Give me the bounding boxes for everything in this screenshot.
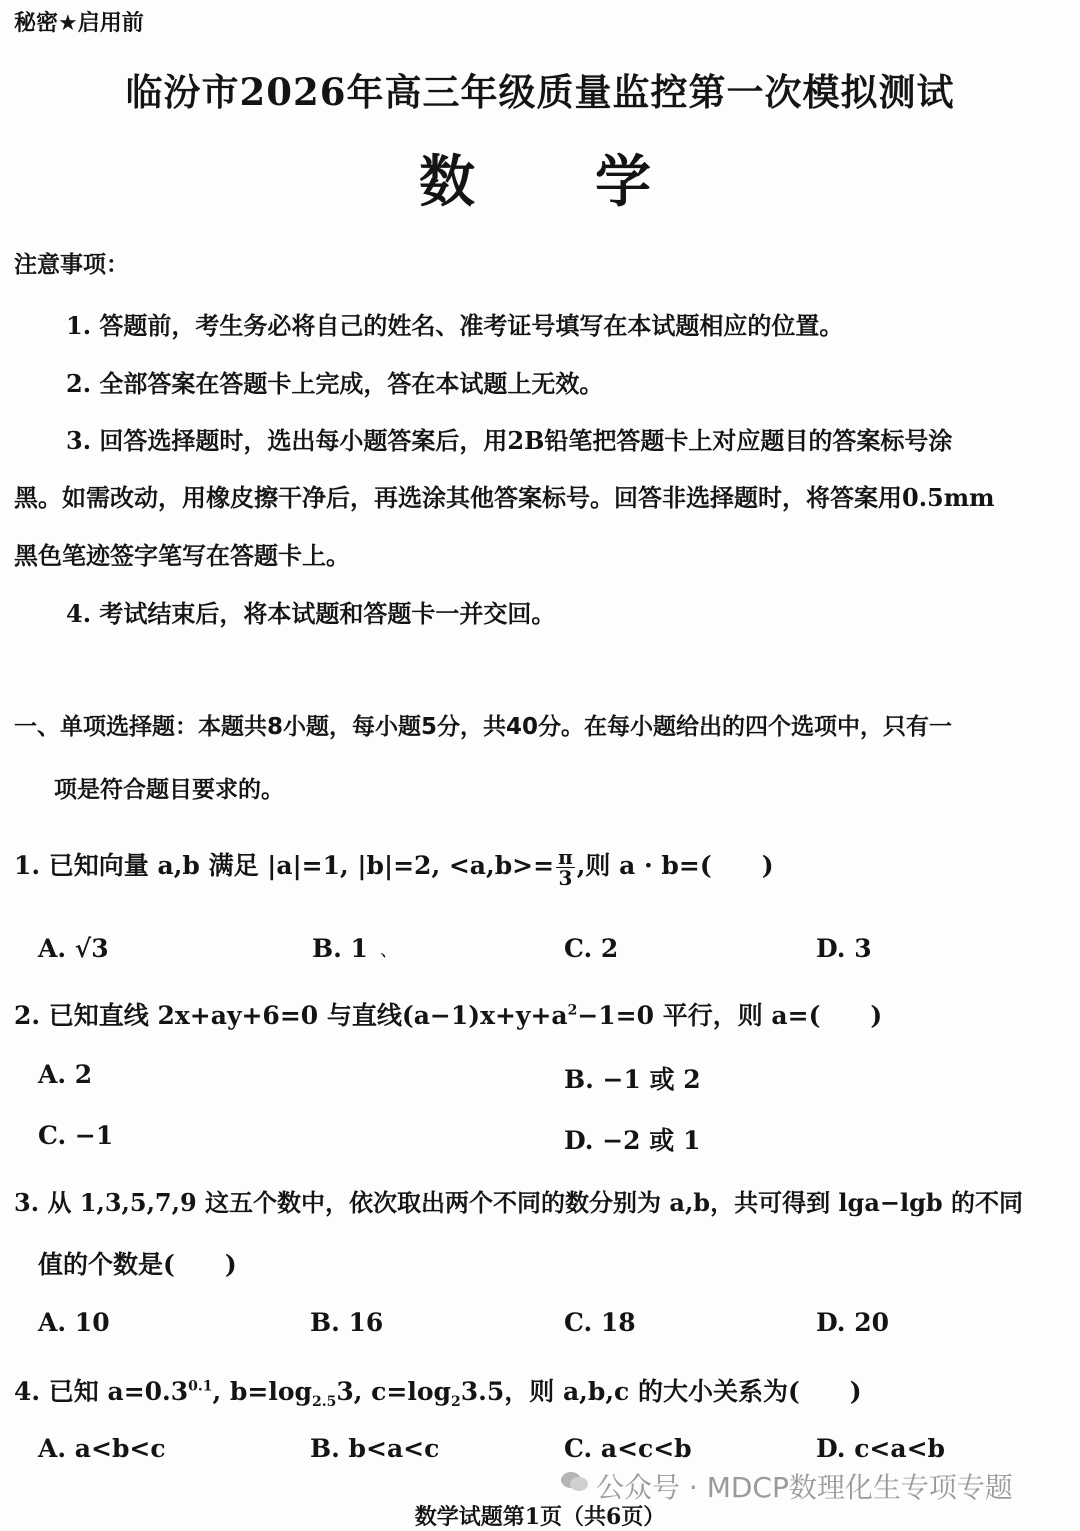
q3-option-d: D. 20 [816, 1308, 889, 1337]
q1-stem-a: 1. 已知向量 a,b 满足 |a|=1, |b|=2, <a,b>= [14, 851, 555, 880]
watermark-text: 公众号 · MDCP数理化生专项专题 [596, 1471, 1013, 1504]
question-1-stem [14, 846, 774, 888]
notice-item-3: 3. 回答选择题时，选出每小题答案后，用2B铅笔把答题卡上对应题目的答案标号涂 [66, 426, 953, 455]
q1-frac-den: 3 [558, 866, 573, 890]
q3-option-c: C. 18 [564, 1308, 636, 1337]
section-heading-cont: 项是符合题目要求的。 [54, 777, 284, 803]
secret-mark: 秘密★启用前 [14, 11, 144, 36]
q2-option-c: C. −1 [38, 1121, 114, 1150]
question-3-stem: 3. 从 1,3,5,7,9 这五个数中，依次取出两个不同的数分别为 a,b，共可得到 lga−lgb 的不同 [14, 1188, 1024, 1217]
notice-item-4: 4. 考试结束后，将本试题和答题卡一并交回。 [66, 599, 556, 628]
q2-stem-b: −1=0 平行，则 a=( ) [577, 1001, 883, 1030]
q2-option-d: D. −2 或 1 [564, 1126, 701, 1155]
q1-option-d: D. 3 [816, 934, 872, 963]
question-3-stem-cont: 值的个数是( ) [38, 1250, 237, 1279]
q4-option-d: D. c<a<b [816, 1434, 945, 1463]
q4-option-c: C. a<c<b [564, 1434, 692, 1463]
q4-option-a: A. a<b<c [38, 1434, 166, 1463]
q1-stem-b: ,则 a · b=( ) [576, 851, 774, 880]
page-footer: 数学试题第1页（共6页） [414, 1504, 666, 1530]
notice-item-2: 2. 全部答案在答题卡上完成，答在本试题上无效。 [66, 369, 604, 398]
q4-log-base-2: 2 [451, 1394, 461, 1410]
question-2-stem [14, 996, 882, 1032]
notice-item-3-cont: 黑。如需改动，用橡皮擦干净后，再选涂其他答案标号。回答非选择题时，将答案用0.5mm [14, 483, 995, 512]
q4-log-base-1: 2.5 [312, 1394, 337, 1410]
q1-frac-num: π [558, 845, 573, 869]
question-4-stem [14, 1372, 862, 1410]
q2-superscript: 2 [567, 1002, 578, 1019]
q4-part-3: 3, c=log [336, 1377, 451, 1406]
notice-item-3-cont2: 黑色笔迹签字笔写在答题卡上。 [14, 541, 350, 570]
q3-option-b: B. 16 [310, 1308, 384, 1337]
q1-option-c: C. 2 [564, 934, 619, 963]
q2-option-b: B. −1 或 2 [564, 1065, 701, 1094]
wechat-icon [560, 1470, 590, 1494]
q4-option-b: B. b<a<c [310, 1434, 440, 1463]
exam-title: 临汾市2026年高三年级质量监控第一次模拟测试 [125, 70, 955, 114]
q1-stray-mark: 、 [380, 940, 398, 961]
notice-item-1: 1. 答题前，考生务必将自己的姓名、准考证号填写在本试题相应的位置。 [66, 311, 844, 340]
q4-part-2: , b=log [212, 1377, 313, 1406]
q2-option-a: A. 2 [38, 1060, 93, 1089]
q1-fraction [556, 847, 575, 888]
q1-option-b: B. 1 [312, 934, 368, 963]
section-heading: 一、单项选择题：本题共8小题，每小题5分，共40分。在每小题给出的四个选项中，只有一 [14, 714, 953, 740]
q1-option-a: A. √3 [38, 934, 109, 963]
q4-exponent: 0.1 [188, 1378, 213, 1395]
notice-heading: 注意事项： [14, 252, 129, 278]
q2-stem-a: 2. 已知直线 2x+ay+6=0 与直线(a−1)x+y+a [14, 1001, 568, 1030]
q4-part-1: 4. 已知 a=0.3 [14, 1377, 189, 1406]
subject-title: 数学 [419, 149, 771, 215]
q4-part-4: 3.5，则 a,b,c 的大小关系为( ) [460, 1377, 862, 1406]
q3-option-a: A. 10 [38, 1308, 110, 1337]
